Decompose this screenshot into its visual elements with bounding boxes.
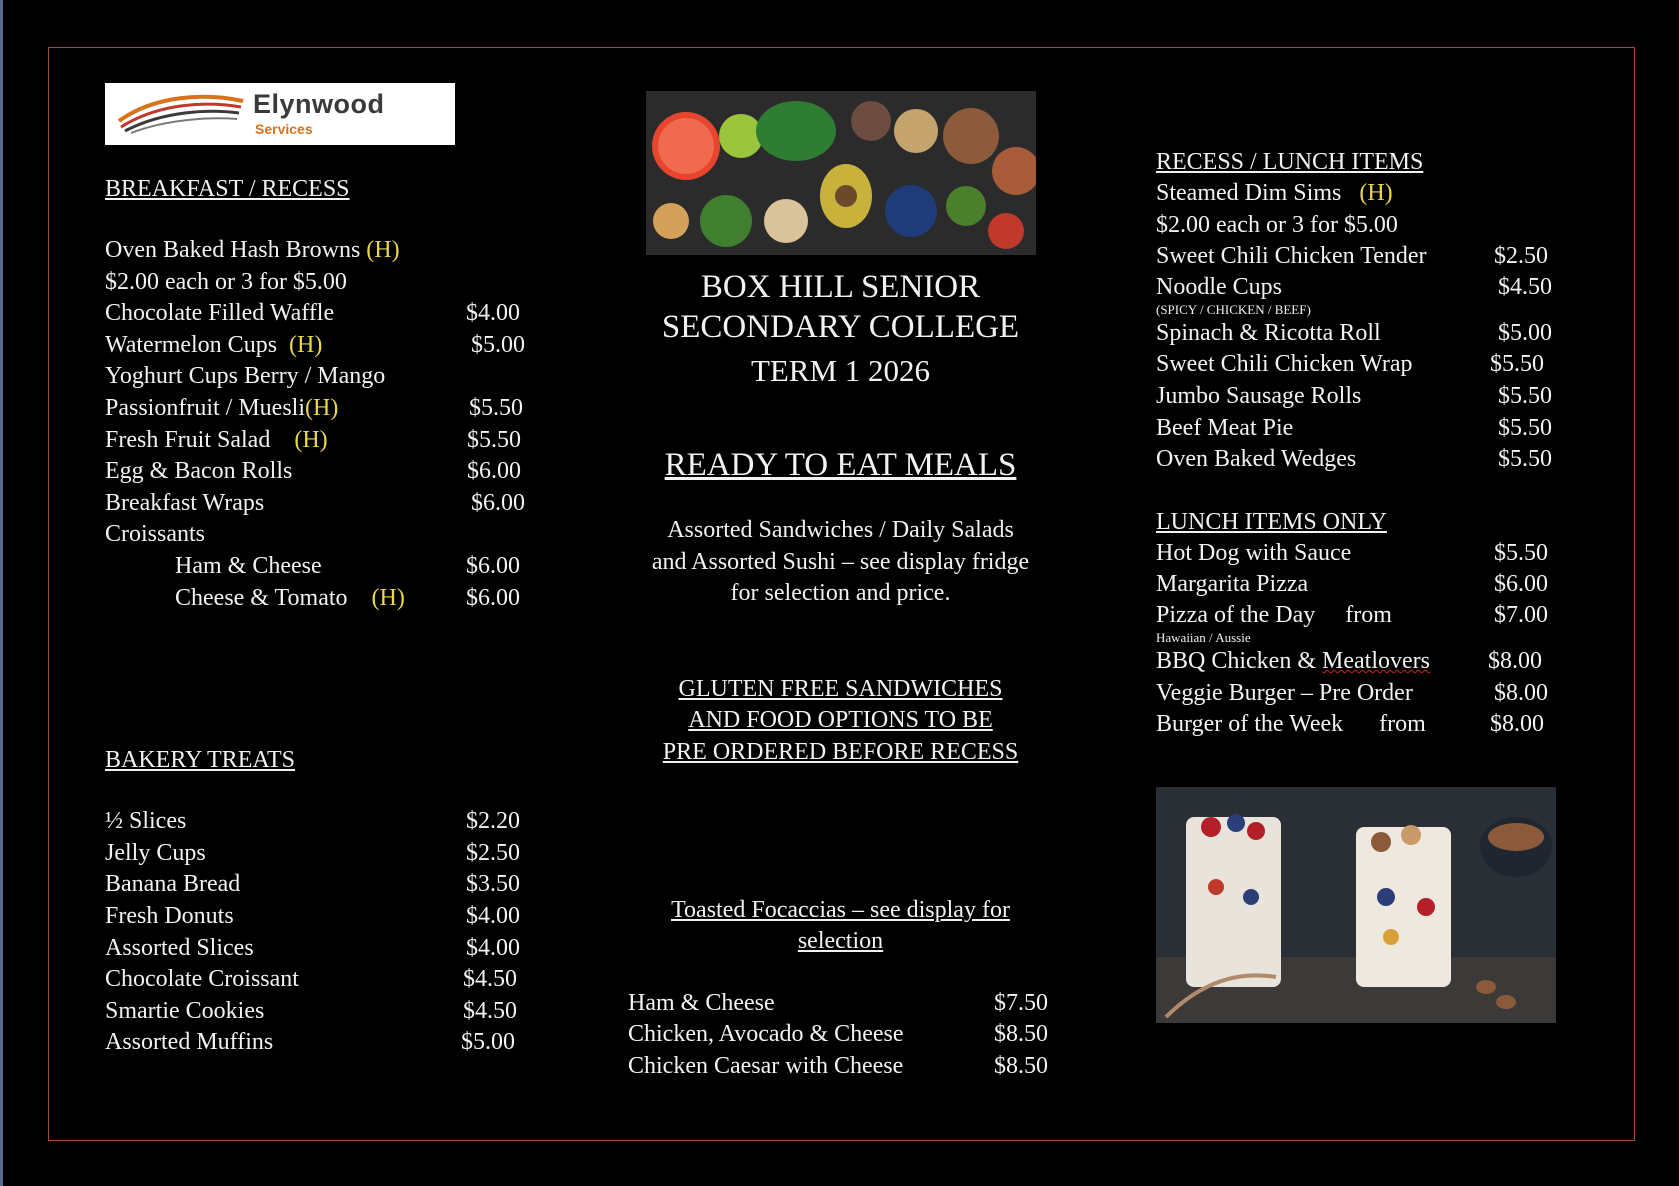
item-price: $6.00 — [467, 458, 521, 485]
menu-item — [1156, 349, 1552, 381]
halal-tag: (H) — [1359, 180, 1393, 206]
college-name-line2: SECONDARY COLLEGE — [661, 309, 1020, 345]
item-price: $8.00 — [1488, 647, 1542, 674]
item-price: $4.00 — [466, 902, 520, 929]
left-column — [105, 83, 535, 1059]
item-name: Breakfast Wraps — [105, 489, 265, 516]
recess-lunch-heading: RECESS / LUNCH ITEMS — [1156, 149, 1424, 175]
item-price: $2.50 — [466, 839, 520, 866]
bakery-list — [105, 806, 535, 1059]
menu-item — [105, 330, 525, 362]
item-price: $2.20 — [466, 808, 520, 835]
item-name: Sweet Chili Chicken Wrap — [1156, 351, 1413, 378]
menu-item — [628, 988, 1048, 1020]
item-note: (SPICY / CHICKEN / BEEF) — [1156, 301, 1311, 317]
item-price: $5.50 — [1498, 414, 1552, 441]
item-name: Chocolate Filled Waffle — [105, 300, 335, 327]
item-name: Pizza of the Day — [1156, 601, 1316, 628]
logo-sub: Services — [255, 121, 313, 137]
item-name-group — [105, 583, 405, 615]
ready-meals-heading: READY TO EAT MEALS — [664, 447, 1017, 483]
term-label: TERM 1 2026 — [750, 353, 931, 388]
item-price: $8.00 — [1490, 711, 1544, 738]
item-price: $4.50 — [1498, 273, 1552, 300]
right-column — [1156, 146, 1556, 1023]
item-name-group — [105, 393, 338, 425]
sandwiches-line: Assorted Sandwiches / Daily Salads — [667, 517, 1014, 543]
item-price: $5.50 — [1490, 351, 1544, 378]
item-price: $5.50 — [1494, 539, 1548, 566]
menu-item — [1156, 318, 1552, 350]
menu-item — [105, 838, 525, 870]
item-name: Chocolate Croissant — [105, 966, 299, 993]
item-price: $5.00 — [461, 1029, 515, 1056]
item-name: Chicken, Avocado & Cheese — [628, 1021, 904, 1048]
item-name: Spinach & Ricotta Roll — [1156, 319, 1381, 346]
item-name-group — [1156, 709, 1426, 741]
focaccia-heading: selection — [797, 928, 884, 955]
item-price: $5.00 — [1498, 319, 1552, 346]
sandwiches-line: for selection and price. — [730, 580, 951, 607]
menu-item — [105, 933, 525, 965]
item-price: $5.00 — [471, 331, 525, 358]
menu-item — [105, 425, 525, 457]
item-name: Smartie Cookies — [105, 997, 265, 1024]
bakery-heading: BAKERY TREATS — [105, 747, 296, 774]
item-name: Chicken Caesar with Cheese — [628, 1052, 904, 1079]
item-name: Assorted Muffins — [105, 1029, 274, 1056]
menu-item — [628, 1019, 1048, 1051]
item-detail: $2.00 each or 3 for $5.00 — [105, 268, 347, 295]
item-price: $5.50 — [467, 426, 521, 453]
item-name: Sweet Chili Chicken Tender — [1156, 243, 1427, 270]
swoosh-logo-icon — [115, 91, 245, 135]
menu-item — [105, 456, 525, 488]
item-price: $6.00 — [1494, 571, 1548, 598]
gluten-free-line: AND FOOD OPTIONS TO BE — [688, 707, 993, 734]
menu-item — [105, 806, 525, 838]
item-price: $8.00 — [1494, 679, 1548, 706]
parfait-photo — [1156, 787, 1556, 1023]
elynwood-logo — [105, 83, 455, 145]
menu-item — [105, 901, 525, 933]
item-name: ½ Slices — [105, 808, 187, 835]
item-name: Oven Baked Wedges — [1156, 446, 1357, 473]
menu-item — [1156, 569, 1552, 601]
item-name: Egg & Bacon Rolls — [105, 458, 293, 485]
item-name: Steamed Dim Sims — [1156, 180, 1342, 206]
item-price: $5.50 — [1498, 446, 1552, 473]
item-name-group — [105, 425, 328, 457]
menu-item — [105, 393, 525, 425]
menu-item — [105, 1027, 525, 1059]
from-label: from — [1345, 601, 1392, 628]
halal-tag: (H) — [366, 237, 400, 263]
item-name-group — [1156, 646, 1430, 678]
item-name: BBQ Chicken & — [1156, 647, 1322, 674]
menu-item — [1156, 273, 1552, 301]
sandwiches-line: and Assorted Sushi – see display fridge — [651, 548, 1030, 575]
menu-item — [105, 964, 525, 996]
menu-item — [105, 583, 525, 615]
item-name: Beef Meat Pie — [1156, 414, 1294, 441]
item-price: $6.00 — [466, 552, 520, 579]
window-edge — [0, 0, 3, 1186]
item-name: Margarita Pizza — [1156, 571, 1309, 598]
college-name-line1: BOX HILL SENIOR — [700, 269, 981, 305]
item-price: $5.50 — [1498, 382, 1552, 409]
gluten-free-line: PRE ORDERED BEFORE RECESS — [662, 738, 1019, 765]
item-name: Veggie Burger – Pre Order — [1156, 679, 1413, 706]
item-price: $4.00 — [466, 934, 520, 961]
focaccia-heading: Toasted Focaccias – see display for — [671, 896, 1010, 923]
item-price: $4.50 — [463, 966, 517, 993]
healthy-food-photo — [646, 91, 1036, 255]
item-name: Ham & Cheese — [628, 989, 775, 1016]
menu-item — [1156, 678, 1552, 710]
item-name: Burger of the Week — [1156, 711, 1344, 738]
halal-tag: (H) — [305, 394, 339, 421]
item-price: $7.50 — [994, 989, 1048, 1016]
menu-item — [105, 235, 535, 267]
lunch-only-heading: LUNCH ITEMS ONLY — [1156, 508, 1387, 535]
menu-item — [1156, 241, 1552, 273]
item-name: Fresh Donuts — [105, 902, 234, 929]
item-price: $5.50 — [469, 394, 523, 421]
menu-item — [105, 488, 525, 520]
menu-item — [105, 298, 525, 330]
item-name-group — [105, 330, 322, 362]
item-name: Fresh Fruit Salad — [105, 426, 271, 453]
item-name: Ham & Cheese — [175, 552, 322, 579]
item-name: Banana Bread — [105, 871, 241, 898]
menu-item — [1156, 381, 1552, 413]
item-price: $2.50 — [1494, 243, 1548, 270]
item-name: Oven Baked Hash Browns — [105, 237, 361, 263]
item-name: Assorted Slices — [105, 934, 254, 961]
item-name: Noodle Cups — [1156, 273, 1282, 300]
item-name: Cheese & Tomato — [175, 584, 348, 611]
menu-item — [628, 1051, 1048, 1083]
item-price: $4.50 — [463, 997, 517, 1024]
halal-tag: (H) — [289, 331, 323, 358]
menu-item — [1156, 709, 1552, 741]
menu-item — [1156, 413, 1552, 445]
item-name: Passionfruit / Muesli — [105, 394, 306, 421]
menu-item — [1156, 538, 1552, 570]
menu-item — [105, 869, 525, 901]
item-name: Hot Dog with Sauce — [1156, 539, 1352, 566]
item-price: $7.00 — [1494, 601, 1548, 628]
gluten-free-line: GLUTEN FREE SANDWICHES — [678, 675, 1003, 702]
item-note: Hawaiian / Aussie — [1156, 629, 1251, 645]
item-price: $4.00 — [466, 300, 520, 327]
item-price: $6.00 — [466, 584, 520, 611]
halal-tag: (H) — [371, 584, 405, 611]
menu-item — [1156, 444, 1552, 476]
item-price: $6.00 — [471, 489, 525, 516]
item-name: Jelly Cups — [105, 839, 206, 866]
item-detail: $2.00 each or 3 for $5.00 — [1156, 211, 1398, 238]
item-price: $3.50 — [466, 871, 520, 898]
item-name: Croissants — [105, 521, 206, 548]
breakfast-heading: BREAKFAST / RECESS — [105, 176, 350, 202]
item-price: $8.50 — [994, 1052, 1048, 1079]
menu-item — [105, 996, 525, 1028]
logo-name: Elynwood — [253, 89, 385, 119]
menu-item — [105, 551, 525, 583]
item-name: Watermelon Cups — [105, 331, 278, 358]
item-name-b: Meatlovers — [1322, 647, 1430, 674]
item-name-group — [1156, 601, 1392, 629]
menu-item — [1156, 646, 1552, 678]
item-price: $8.50 — [994, 1021, 1048, 1048]
halal-tag: (H) — [294, 426, 328, 453]
from-label: from — [1379, 711, 1426, 738]
menu-item — [1156, 178, 1556, 210]
item-name: Yoghurt Cups Berry / Mango — [105, 363, 386, 390]
item-name: Jumbo Sausage Rolls — [1156, 382, 1362, 409]
middle-column — [628, 91, 1053, 1083]
menu-item — [1156, 601, 1552, 629]
